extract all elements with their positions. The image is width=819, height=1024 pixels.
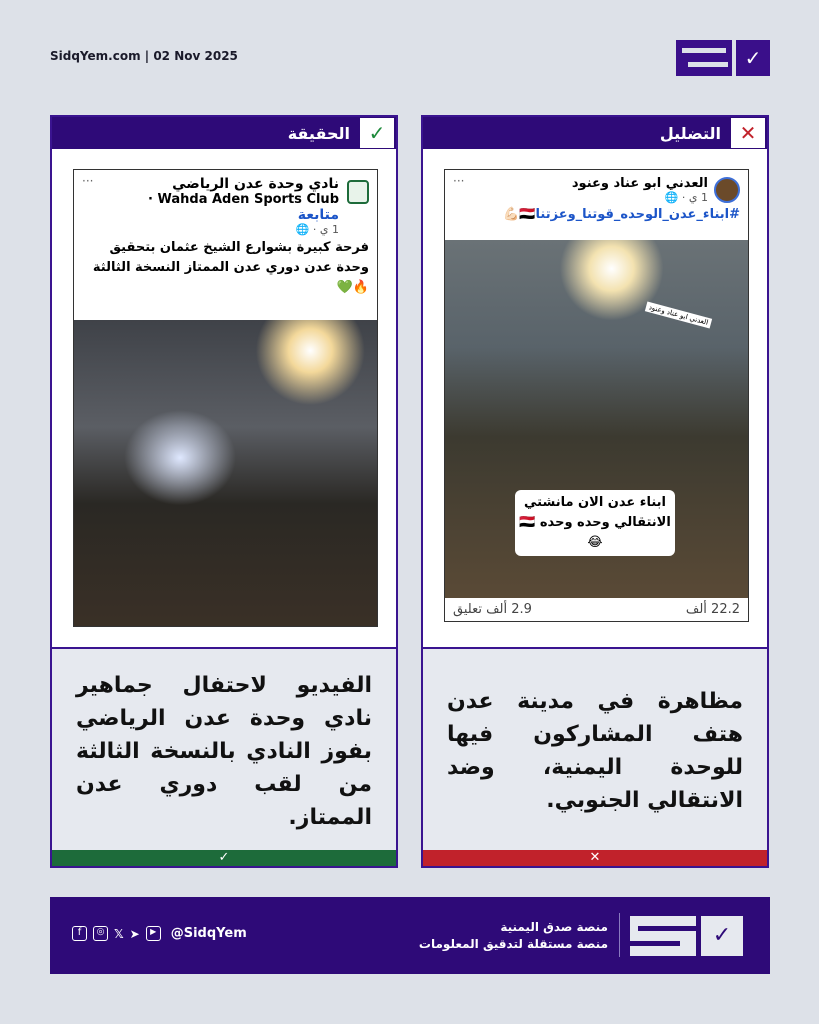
- reaction-count[interactable]: 22.2 ألف: [685, 602, 740, 617]
- instagram-icon[interactable]: ◎: [93, 926, 108, 941]
- social-handle[interactable]: @SidqYem: [170, 926, 247, 941]
- video-caption: ابناء عدن الان مانشتي الانتقالي وحده وحده 🇾🇪😂: [515, 490, 675, 556]
- logo-mark: [676, 40, 732, 76]
- post-time: 1 ي · 🌐: [664, 191, 708, 204]
- site-date: SidqYem.com | 02 Nov 2025: [50, 49, 238, 63]
- footer-subtitle: منصة مستقلة لتدقيق المعلومات: [418, 937, 608, 951]
- fact-description: الفيديو لاحتفال جماهير نادي وحدة عدن الرياضي بفوز النادي بالنسخة الثالثة من لقب دوري عدن الممتاز.: [76, 672, 372, 830]
- more-options-icon[interactable]: ···: [453, 174, 465, 188]
- fact-panel: [50, 115, 398, 868]
- misleading-description: مظاهرة في مدينة عدن هتف المشاركون فيها للوحدة اليمنية، وضد الانتقالي الجنوبي.: [447, 689, 743, 813]
- check-icon: ✓: [360, 118, 394, 148]
- x-social-icon[interactable]: 𝕏: [114, 926, 124, 941]
- check-icon: ✓: [736, 40, 770, 76]
- misleading-panel: [421, 115, 769, 868]
- misleading-header: [423, 117, 767, 149]
- fact-label: الحقيقة: [287, 123, 350, 143]
- footer: [50, 897, 770, 974]
- facebook-post: [444, 169, 749, 622]
- post-author-en: · Wahda Aden Sports Club: [148, 192, 339, 207]
- check-icon: ✓: [52, 850, 396, 866]
- video-frame[interactable]: [445, 240, 748, 598]
- post-text: فرحة كبيرة بشوارع الشيخ عثمان بتحقيق وحدة عدن دوري عدن الممتاز النسخة الثالثة🔥💚: [92, 240, 369, 295]
- footer-title: منصة صدق اليمنية: [500, 920, 608, 934]
- post-author: نادي وحدة عدن الرياضي: [172, 176, 339, 192]
- facebook-post: [73, 169, 378, 627]
- video-frame[interactable]: [74, 320, 377, 626]
- avatar: [714, 177, 740, 203]
- facebook-icon[interactable]: f: [72, 926, 87, 941]
- youtube-icon[interactable]: ▶: [146, 926, 161, 941]
- x-icon: ✕: [731, 118, 765, 148]
- fact-header: [52, 117, 396, 149]
- overlay-tag: العدني ابو عناد وعنود: [645, 301, 712, 328]
- club-logo: [347, 180, 369, 204]
- follow-link[interactable]: متابعة: [297, 207, 339, 223]
- sidqyem-logo: [676, 40, 770, 76]
- telegram-icon[interactable]: ➤: [129, 926, 140, 941]
- more-options-icon[interactable]: ···: [82, 174, 94, 188]
- misleading-label: التضليل: [659, 123, 721, 143]
- post-time: 1 ي · 🌐: [295, 223, 339, 236]
- post-hashtag[interactable]: #ابناء_عدن_الوحده_قوتنا_وعزتنا🇾🇪💪🏻: [503, 207, 740, 222]
- check-icon: ✓: [701, 916, 743, 956]
- post-author: العدني ابو عناد وعنود: [571, 176, 708, 191]
- x-icon: ✕: [423, 850, 767, 866]
- comment-count[interactable]: 2.9 ألف تعليق: [453, 602, 532, 617]
- footer-logo: [630, 916, 696, 956]
